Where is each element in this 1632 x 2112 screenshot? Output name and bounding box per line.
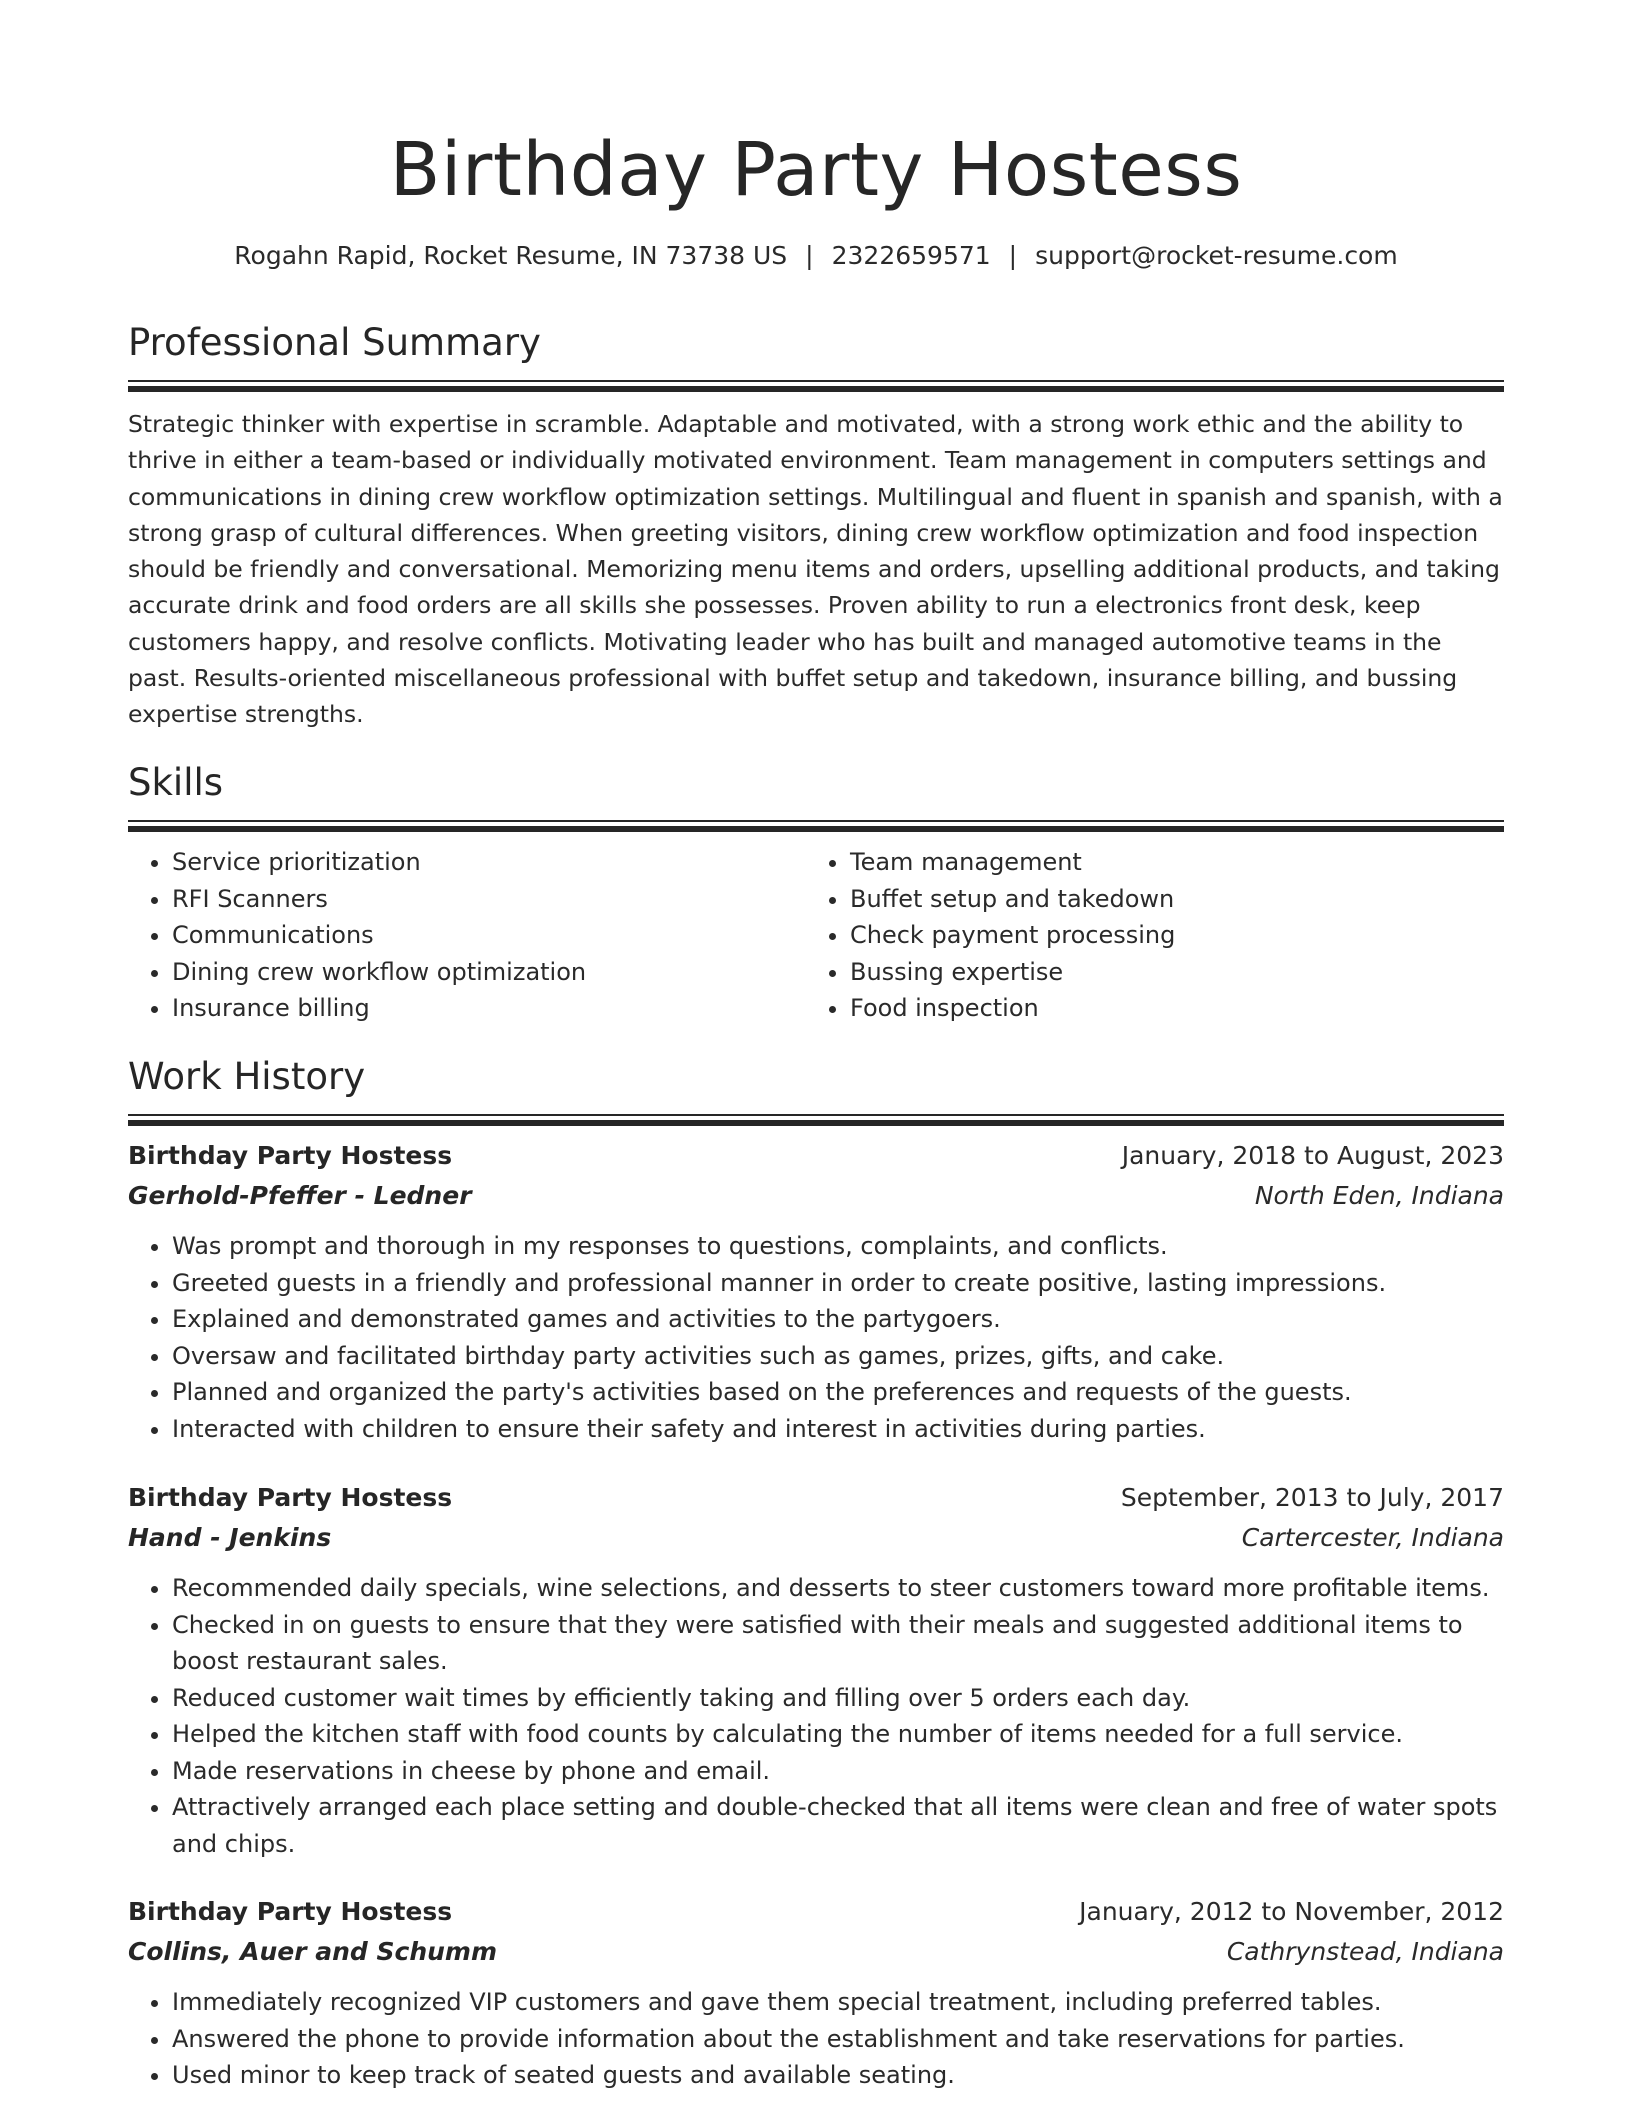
job-bullet: • Made reservations in cheese by phone and email. — [172, 1753, 1504, 1790]
skills-columns — [128, 844, 1504, 1027]
job-title: Birthday Party Hostess — [128, 1141, 453, 1170]
skill-item: • Check payment processing — [850, 917, 1484, 954]
job-bullet: • Was prompt and thorough in my responses to questions, complaints, and conflicts. — [172, 1228, 1504, 1265]
work-history-section — [128, 1052, 1504, 1126]
job-bullets — [128, 1228, 1504, 1447]
section-divider — [128, 386, 1504, 392]
skill-item: • Dining crew workflow optimization — [172, 954, 806, 991]
job-bullets — [128, 1570, 1504, 1862]
job-location: North Eden, Indiana — [1254, 1181, 1504, 1210]
skill-item: • Service prioritization — [172, 844, 806, 881]
job-bullet: • Planned and organized the party's activities based on the preferences and requests of the guests. — [172, 1374, 1504, 1411]
job-bullet: • Oversaw and facilitated birthday party activities such as games, prizes, gifts, and cake. — [172, 1338, 1504, 1375]
job-bullet: • Used minor to keep track of seated guests and available seating. — [172, 2057, 1504, 2094]
skill-item: • RFI Scanners — [172, 881, 806, 918]
job-bullet: • Greeted guests in a friendly and professional manner in order to create positive, lasting impressions. — [172, 1265, 1504, 1302]
skills-list-right — [806, 844, 1484, 1027]
job-entry — [128, 1892, 1504, 2094]
resume-name: Birthday Party Hostess — [389, 127, 1243, 213]
section-divider — [128, 1120, 1504, 1126]
job-header — [128, 1136, 1504, 1176]
skill-item: • Team management — [850, 844, 1484, 881]
job-title: Birthday Party Hostess — [128, 1897, 453, 1926]
job-company: Hand - Jenkins — [128, 1523, 332, 1552]
contact-email: support@rocket-resume.com — [1035, 241, 1398, 270]
skill-item: • Insurance billing — [172, 990, 806, 1027]
section-divider — [128, 820, 1504, 822]
job-subheader — [128, 1176, 1504, 1216]
section-divider — [128, 826, 1504, 832]
job-bullet: • Recommended daily specials, wine selections, and desserts to steer customers toward more profitable items. — [172, 1570, 1504, 1607]
section-divider — [128, 1114, 1504, 1116]
job-bullet: • Checked in on guests to ensure that they were satisfied with their meals and suggested additional items to boost restaurant sales. — [172, 1607, 1504, 1680]
skill-item: • Communications — [172, 917, 806, 954]
job-title: Birthday Party Hostess — [128, 1483, 453, 1512]
job-header — [128, 1478, 1504, 1518]
contact-phone: 2322659571 — [831, 241, 991, 270]
section-divider — [128, 380, 1504, 382]
job-bullet: • Attractively arranged each place setting and double-checked that all items were clean and free of water spots and chips. — [172, 1789, 1504, 1862]
contact-line — [128, 238, 1504, 274]
job-bullet: • Interacted with children to ensure their safety and interest in activities during parties. — [172, 1411, 1504, 1448]
contact-separator: | — [805, 241, 814, 270]
job-header — [128, 1892, 1504, 1932]
skills-list-left — [128, 844, 806, 1027]
job-bullet: • Reduced customer wait times by efficiently taking and filling over 5 orders each day. — [172, 1680, 1504, 1717]
summary-section — [128, 318, 1504, 733]
job-location: Cartercester, Indiana — [1241, 1523, 1504, 1552]
skill-item: • Bussing expertise — [850, 954, 1484, 991]
job-dates: January, 2018 to August, 2023 — [1121, 1141, 1504, 1170]
skill-item: • Food inspection — [850, 990, 1484, 1027]
job-subheader — [128, 1932, 1504, 1972]
job-bullets — [128, 1984, 1504, 2094]
summary-text: Strategic thinker with expertise in scramble. Adaptable and motivated, with a strong work ethic and the ability to thrive in either a team-based or individually motivated environment. Team management in computers settings and communications in dining crew workflow optimization settings. Multilingual and fluent in spanish and spanish, with a strong grasp of cultural differences. When greeting visitors, dining crew workflow optimization and food inspection should be friendly and conversational. Memorizing menu items and orders, upselling additional products, and taking accurate drink and food orders are all skills she possesses. Proven ability to run a electronics front desk, keep customers happy, and resolve conflicts. Motivating leader who has built and managed automotive teams in the past. Results-oriented miscellaneous professional with buffet setup and takedown, insurance billing, and bussing expertise strengths. — [128, 410, 1503, 729]
section-title: Professional Summary — [128, 321, 541, 364]
job-entry — [128, 1478, 1504, 1862]
section-title: Work History — [128, 1055, 366, 1098]
section-title: Skills — [128, 761, 224, 804]
job-company: Gerhold-Pfeffer - Ledner — [128, 1181, 472, 1210]
job-bullet: • Immediately recognized VIP customers and gave them special treatment, including preferred tables. — [172, 1984, 1504, 2021]
job-bullet: • Answered the phone to provide information about the establishment and take reservations for parties. — [172, 2021, 1504, 2058]
job-bullet: • Helped the kitchen staff with food counts by calculating the number of items needed for a full service. — [172, 1716, 1504, 1753]
skills-section — [128, 758, 1504, 1027]
contact-separator: | — [1008, 241, 1018, 270]
contact-address: Rogahn Rapid, Rocket Resume, IN 73738 US — [234, 241, 788, 270]
job-entry — [128, 1136, 1504, 1447]
job-dates: September, 2013 to July, 2017 — [1120, 1483, 1504, 1512]
job-location: Cathrynstead, Indiana — [1226, 1937, 1504, 1966]
skill-item: • Buffet setup and takedown — [850, 881, 1484, 918]
job-subheader — [128, 1518, 1504, 1558]
job-bullet: • Explained and demonstrated games and activities to the partygoers. — [172, 1301, 1504, 1338]
job-company: Collins, Auer and Schumm — [128, 1937, 498, 1966]
job-dates: January, 2012 to November, 2012 — [1079, 1897, 1504, 1926]
